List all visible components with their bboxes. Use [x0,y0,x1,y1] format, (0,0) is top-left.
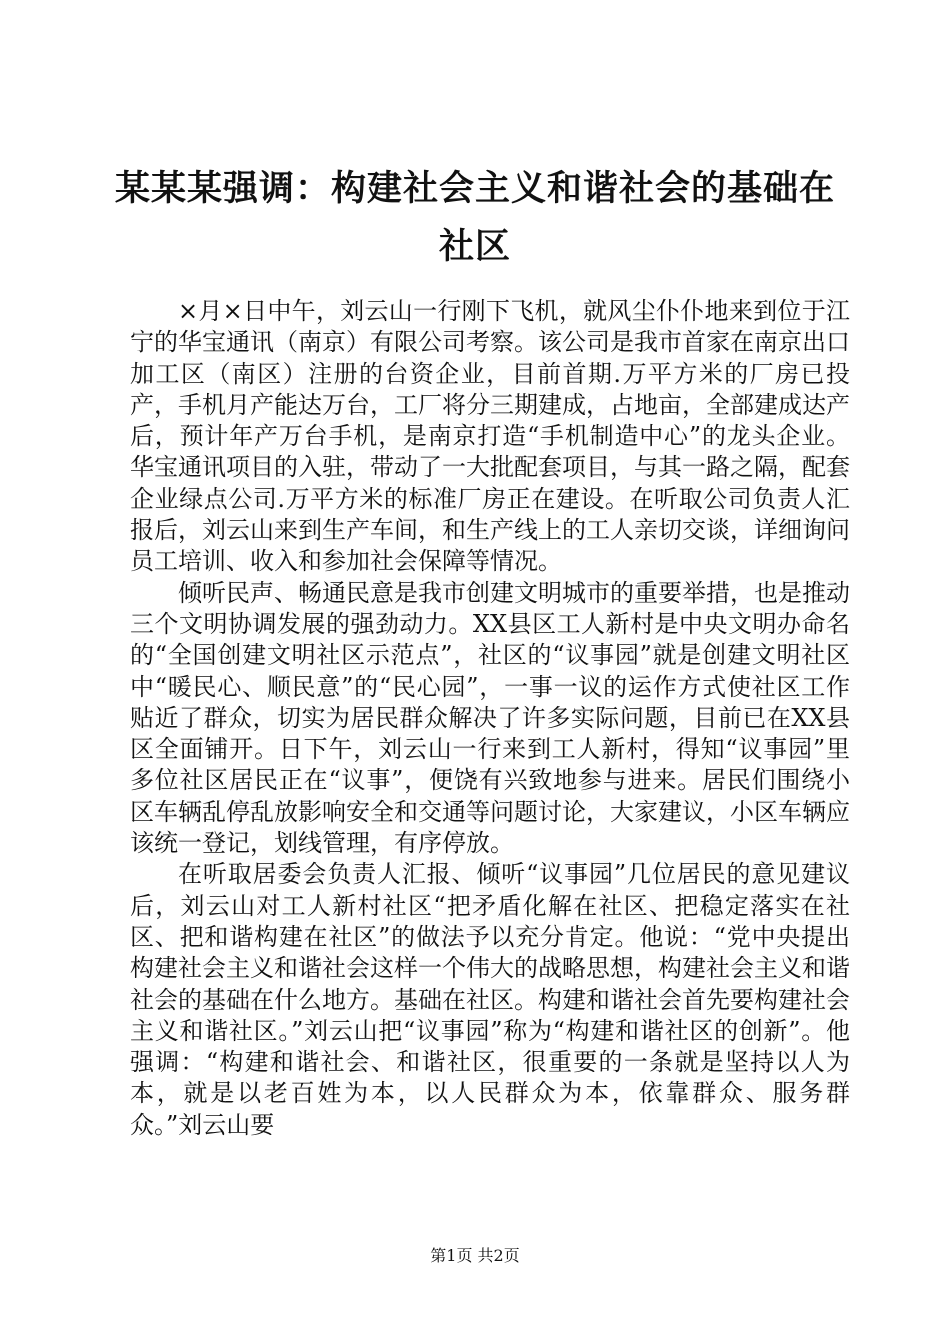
document-body [130,296,850,1141]
page-footer: 第1页 共2页 [430,1246,520,1265]
paragraph: 倾听民声、畅通民意是我市创建文明城市的重要举措，也是推动三个文明协调发展的强劲动力。XX县区工人新村是中央文明办命名的“全国创建文明社区示范点”，社区的“议事园”就是创建文明社区中“暖民心、顺民意”的“民心园”，一事一议的运作方式使社区工作贴近了群众，切实为居民群众解决了许多实际问题，目前已在XX县区全面铺开。日下午，刘云山一行来到工人新村，得知“议事园”里多位社区居民正在“议事”，便饶有兴致地参与进来。居民们围绕小区车辆乱停乱放影响安全和交通等问题讨论，大家建议，小区车辆应该统一登记，划线管理，有序停放。 [130,578,850,858]
paragraph: ×月×日中午，刘云山一行刚下飞机，就风尘仆仆地来到位于江宁的华宝通讯（南京）有限公司考察。该公司是我市首家在南京出口加工区（南区）注册的台资企业，目前首期.万平方米的厂房已投产，手机月产能达万台，工厂将分三期建成，占地亩，全部建成达产后，预计年产万台手机，是南京打造“手机制造中心”的龙头企业。华宝通讯项目的入驻，带动了一大批配套项目，与其一路之隔，配套企业绿点公司.万平方米的标准厂房正在建设。在听取公司负责人汇报后，刘云山来到生产车间，和生产线上的工人亲切交谈，详细询问员工培训、收入和参加社会保障等情况。 [130,297,850,576]
paragraph: 在听取居委会负责人汇报、倾听“议事园”几位居民的意见建议后，刘云山对工人新村社区“把矛盾化解在社区、把稳定落实在社区、把和谐构建在社区”的做法予以充分肯定。他说：“党中央提出构建社会主义和谐社会这样一个伟大的战略思想，构建社会主义和谐社会的基础在什么地方。基础在社区。构建和谐社会首先要构建社会主义和谐社区。”刘云山把“议事园”称为“构建和谐社区的创新”。他强调：“构建和谐社会、和谐社区，很重要的一条就是坚持以人为本，就是以老百姓为本，以人民群众为本，依靠群众、服务群众。”刘云山要 [130,860,850,1139]
document-title: 某某某强调：构建社会主义和谐社会的基础在社区 [114,169,835,267]
